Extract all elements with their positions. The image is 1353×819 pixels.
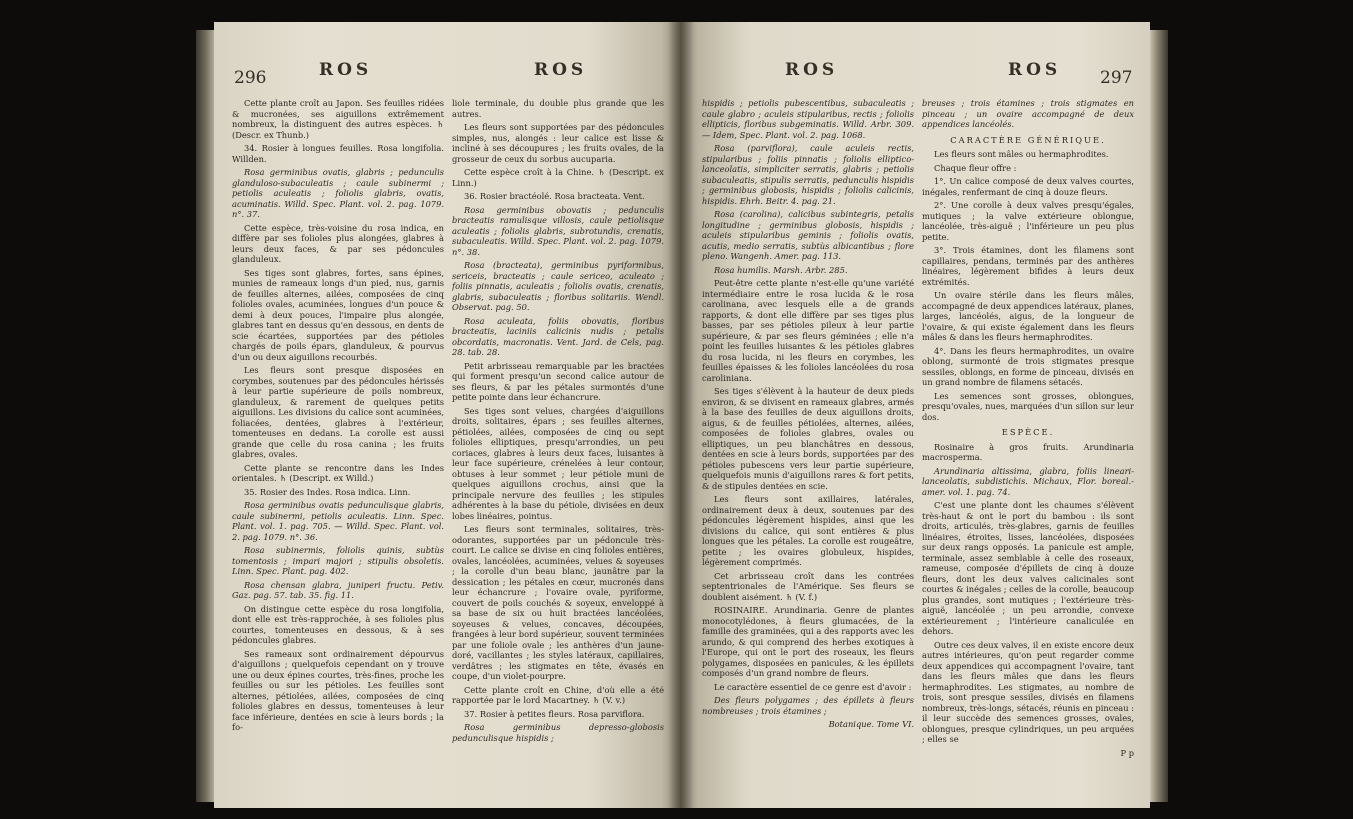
paragraph: Les fleurs sont mâles ou hermaphrodites. bbox=[934, 149, 1109, 159]
paragraph: Cette espèce croît à la Chine. ♄ (Descript. ex Linn.) bbox=[452, 167, 664, 188]
genus-heading: ROSINAIRE. Arundinaria. Genre de plantes monocotylédones, à fleurs glumacées, de la famille des graminées, qui a des rapports avec les arundo, & qui comprend des herbes exotiques à l'Europe, qui ont le port des roseaux, les fleurs polygames, disposées en panicules, & les épillets composés d'un grand nombre de fleurs. bbox=[702, 605, 914, 678]
paragraph: Ses tiges sont velues, chargées d'aiguillons droits, solitaires, épars ; ses feuilles alternes, pétiolées, ailées, composées de cinq ou sept folioles elliptiques, presqu'arrondies, un peu coriaces, glabres à leurs deux faces, luisantes à leur face supérieure, crénelées à leur contour, obtuses à leur sommet ; leur pétiole muni de quelques aiguillons crochus, ainsi que la principale nervure des feuilles ; les stipules adhérentes à la base du pétiole, divisées en deux lobes linéaires, pointus. bbox=[452, 405, 664, 521]
section-heading: CARACTÈRE GÉNÉRIQUE. bbox=[950, 134, 1106, 145]
latin-description: Arundinaria altissima, glabra, foliis lineari-lanceolatis, subdistichis. Michaux, Flor. boreal.-amer. vol. 1. pag. 74. bbox=[922, 465, 1134, 497]
paragraph: Des fleurs polygames ; des épillets à fleurs nombreuses ; trois étamines ; bbox=[702, 695, 914, 716]
paragraph: breuses ; trois étamines ; trois stigmates en pinceau ; un ovaire accompagné de deux appendices lancéolés. bbox=[922, 98, 1134, 129]
latin-description: Rosa germinibus ovatis, glabris ; pedunculis glanduloso-subaculeatis ; caule subinermi ; petiolis aculeatis ; foliolis glabris, ovatis, acuminatis. Willd. Spec. Plant. vol. 2. pag. 1079. n°. 37. bbox=[232, 167, 444, 219]
signature-mark: P p bbox=[1120, 747, 1134, 758]
left-running-head-2: ROS bbox=[534, 60, 588, 80]
paragraph: 4°. Dans les fleurs hermaphrodites, un ovaire oblong, surmonté de trois stigmates presque sessiles, oblongs, en forme de pinceau, divisés en un grand nombre de filamens sétacés. bbox=[922, 345, 1134, 387]
paragraph: On distingue cette espèce du rosa longifolia, dont elle est très-rapprochée, à ses folioles plus courtes, tomenteuses en dessous, & à ses pédoncules glabres. bbox=[232, 603, 444, 645]
paragraph: Un ovaire stérile dans les fleurs mâles, accompagné de deux appendices latéraux, planes, larges, lancéolés, aigus, de la longueur de l'ovaire, & qui existe également dans les fleurs mâles & dans les fleurs hermaphrodites. bbox=[922, 290, 1134, 342]
paragraph: Cet arbrisseau croît dans les contrées septentrionales de l'Amérique. Ses fleurs se doublent aisément. ♄ (V. f.) bbox=[702, 570, 914, 602]
paragraph: liole terminale, du double plus grande que les autres. bbox=[452, 98, 664, 119]
paragraph: 3°. Trois étamines, dont les filamens sont capillaires, pendans, terminés par des anthères linéaires, légèrement bifides à leurs deux extrémités. bbox=[922, 245, 1134, 287]
right-running-head-1: ROS bbox=[785, 60, 839, 80]
left-page-edge bbox=[196, 30, 214, 802]
right-column-2 bbox=[922, 98, 1134, 808]
paragraph: Cette plante croît au Japon. Ses feuilles ridées & mucronées, ses aiguillons extrêmement nombreux, la distinguent des autres espèces. ♄ (Descr. ex Thunb.) bbox=[232, 98, 444, 140]
right-page bbox=[680, 22, 1150, 808]
latin-description: Rosa subinermis, foliolis quinis, subtùs tomentosis ; impari majori ; stipulis obsoletis. Linn. Spec. Plant. pag. 402. bbox=[232, 545, 444, 576]
latin-description: Rosa aculeata, foliis obovatis, floribus bracteatis, laciniis calicinis nudis ; petalis obcordatis, macronatis. Vent. Jard. de Cels, pag. 28. tab. 28. bbox=[452, 315, 664, 357]
latin-description: Rosa germinibus depresso-globosis pedunculisque hispidis ; bbox=[452, 722, 664, 743]
paragraph: Cette espèce, très-voisine du rosa indica, en diffère par ses folioles plus alongées, glabres à leurs deux faces, & par ses pédoncules glanduleux. bbox=[232, 222, 444, 264]
paragraph: Ses tiges s'élèvent à la hauteur de deux pieds environ, & se divisent en rameaux glabres, armés à la base des feuilles de deux aiguillons droits, aigus, & de feuilles pétiolées, alternes, ailées, composées de folioles glabres, ovales ou elliptiques, un peu blanchâtres en dessous, dentées en scie à leurs bords, supportées par des pétioles pubescens vers leur partie supérieure, quelquefois munis d'aiguillons rares & fort petits, & de stipules dentées en scie. bbox=[702, 386, 914, 491]
latin-description: Rosa (parviflora), caule aculeis rectis, stipularibus ; foliis pinnatis ; foliolis elliptico-lanceolatis, simpliciter serratis, glabris ; petiolis subaculeatis, stipulis serratis, pedunculis hispidis ; germinibus globosis, hispidis ; foliolis calicinis, hispidis. Ehrh. Beitr. 4. pag. 21. bbox=[702, 143, 914, 206]
paragraph: Les fleurs sont terminales, solitaires, très-odorantes, supportées par un pédoncule très-court. Le calice se divise en cinq folioles entières, ovales, lancéolées, acuminées, velues & soyeuses ; la corolle d'un beau blanc, jaunâtre par la dessication ; les pétales en cœur, mucronés dans leur échancrure ; l'ovaire ovale, pyriforme, couvert de poils couchés & soyeux, enveloppé à sa base de six ou huit bractées lancéolées, soyeuses & velues, concaves, découpées, frangées à leur bord supérieur, souvent terminées par une foliole ovale ; les anthères d'un jaune-doré, vacillantes ; les styles latéraux, capillaires, verdâtres ; les stigmates en tête, évasés en coupe, d'un violet-pourpre. bbox=[452, 524, 664, 681]
paragraph: Les fleurs sont supportées par des pédoncules simples, nus, alongés : leur calice est lisse & incliné à ses découpures ; les fruits ovales, de la grosseur de ceux du sorbus aucuparia. bbox=[452, 122, 664, 164]
paragraph: Le caractère essentiel de ce genre est d'avoir : bbox=[714, 681, 912, 692]
right-page-edge bbox=[1150, 30, 1168, 802]
paragraph: Petit arbrisseau remarquable par les bractées qui forment presqu'un second calice autour de ses fleurs, & par les pétales surmontés d'une petite pointe dans leur échancrure. bbox=[452, 360, 664, 402]
latin-description: Rosa germinibus ovatis pedunculisque glabris, caule subinermi, petiolis aculeatis. Linn. Spec. Plant. vol. 1. pag. 705. — Willd. Spec. Plant. vol. 2. pag. 1079. n°. 36. bbox=[232, 500, 444, 542]
paragraph: Ses rameaux sont ordinairement dépourvus d'aiguillons ; quelquefois cependant on y trouve une ou deux épines courtes, très-fines, proche les feuilles ou sur les pétioles. Les feuilles sont alternes, pétiolées, ailées, composées de cinq folioles glabres en dessus, tomenteuses à leur face inférieure, dentées en scie à leurs bords ; la fo- bbox=[232, 648, 444, 732]
paragraph: Peut-être cette plante n'est-elle qu'une variété intermédiaire entre le rosa lucida & le rosa carolinana, avec lesquels elle a de grands rapports, & dont elle diffère par ses tiges plus basses, par ses pétioles pileux à leur partie supérieure, & par ses fleurs géminées ; elle n'a point les feuilles luisantes & les pétioles glabres du rosa lucida, ni les fleurs en corymbes, les feuilles épaisses & les folioles lancéolées du rosa caroliniana. bbox=[702, 278, 914, 383]
paragraph: 2°. Une corolle à deux valves presqu'égales, mutiques ; la valve extérieure oblongue, lancéolée, très-aiguë ; l'inférieure un peu plus petite. bbox=[922, 200, 1134, 242]
paragraph: Les fleurs sont axillaires, latérales, ordinairement deux à deux, soutenues par des pédoncules légèrement hispides, ainsi que les divisions du calice, qui sont entières & plus longues que les pétales. La corolle est rougeâtre, petite ; les ovaires globuleux, hispides, légèrement comprimés. bbox=[702, 494, 914, 567]
left-column-2 bbox=[452, 98, 664, 808]
latin-description: hispidis ; petiolis pubescentibus, subaculeatis ; caule glabro ; aculeis stipularibus, rectis ; foliolis ellipticis, floribus subgeminatis. Willd. Arbr. 309. — Idem, Spec. Plant. vol. 2. pag. 1068. bbox=[702, 98, 914, 140]
paragraph: Cette plante se rencontre dans les Indes orientales. ♄ (Descript. ex Willd.) bbox=[232, 462, 444, 483]
latin-description: Rosa chensan glabra, juniperi fructu. Petiv. Gaz. pag. 57. tab. 35. fig. 11. bbox=[232, 579, 444, 600]
entry-heading: 36. Rosier bractéolé. Rosa bracteata. Vent. bbox=[464, 191, 645, 201]
paragraph: Chaque fleur offre : bbox=[934, 162, 1017, 173]
paragraph: C'est une plante dont les chaumes s'élèvent très-haut & ont le port du bambou : ils sont droits, articulés, très-glabres, garnis de feuilles linéaires, étroites, lisses, lancéolées, disposées sur deux rangs opposés. La panicule est ample, terminale, assez semblable à celle des roseaux, rameuse, composée d'épillets de cinq à douze fleurs, dont les deux valves calicinales sont courtes & inégales ; celles de la corolle, beaucoup plus grandes, sont mutiques ; l'extérieure très-aiguë, lancéolée ; un peu arrondie, convexe extérieurement ; l'intérieure canaliculée en dehors. bbox=[922, 500, 1134, 636]
left-page-number: 296 bbox=[234, 68, 267, 88]
signature-line: Botanique. Tome VI. bbox=[828, 719, 914, 729]
left-running-head-1: ROS bbox=[319, 60, 373, 80]
paragraph: Les semences sont grosses, oblongues, presqu'ovales, nues, marquées d'un sillon sur leur dos. bbox=[922, 390, 1134, 422]
paragraph: Outre ces deux valves, il en existe encore deux autres intérieures, qu'on peut regarder comme deux appendices qui accompagnent l'ovaire, tant dans les fleurs mâles que dans les fleurs hermaphrodites. Les stigmates, au nombre de trois, sont presque sessiles, divisés en filamens nombreux, très-longs, sétacés, réunis en pinceau : il leur succède des semences grosses, ovales, oblongues, presque cylindriques, un peu arquées ; elles se bbox=[922, 639, 1134, 744]
latin-description: Rosa (carolina), calicibus subintegris, petalis longitudine ; germinibus globosis, hispidis ; aculeis stipularibus geminis ; foliolis ovatis, acutis, medio serratis, subtùs albicantibus ; flore pleno. Wangenh. Amer. pag. 113. bbox=[702, 209, 914, 261]
paragraph: Les fleurs sont presque disposées en corymbes, soutenues par des pédoncules hérissés à leur partie supérieure de poils nombreux, glanduleux, & rarement de quelques petits aiguillons. Les divisions du calice sont acuminées, foliacées, dentées, glabres à l'extérieur, tomenteuses en dedans. La corolle est aussi grande que celle du rosa canina ; les fruits glabres, ovales. bbox=[232, 365, 444, 459]
latin-description: Rosa humilis. Marsh. Arbr. 285. bbox=[714, 264, 848, 275]
entry-heading: 34. Rosier à longues feuilles. Rosa longifolia. Willden. bbox=[232, 143, 444, 164]
right-column-1 bbox=[702, 98, 914, 808]
paragraph: Cette plante croît en Chine, d'où elle a été rapportée par le lord Macartney. ♄ (V. v.) bbox=[452, 684, 664, 705]
paragraph: Ses tiges sont glabres, fortes, sans épines, munies de rameaux longs d'un pied, nus, garnis de feuilles alternes, ailées, composées de cinq folioles ovales, acuminées, longues d'un pouce & demi à deux pouces, l'impaire plus alongée, glabres tant en dessus qu'en dessous, en dents de scie écartées, supportées par des pétioles chargés de poils épars, glanduleux, & pourvus d'un ou deux aiguillons recourbés. bbox=[232, 267, 444, 362]
left-column-1 bbox=[232, 98, 444, 808]
latin-description: Rosa (bracteata), germinibus pyriformibus, sericeis, bracteatis ; caule sericeo, aculeato ; foliis pinnatis, aculeatis ; foliolis ovatis, crenatis, glabris, subaculeatis ; floribus solitariis. Wendl. Observat. pag. 50. bbox=[452, 260, 664, 312]
entry-heading: 37. Rosier à petites fleurs. Rosa parviflora. bbox=[464, 708, 645, 719]
right-running-head-2: ROS bbox=[1008, 60, 1062, 80]
latin-description: Rosa germinibus obovatis ; pedunculis bracteatis ramulisque villosis, caule petiolisque aculeatis ; foliolis glabris, subrotundis, crenatis, subaculeatis. Willd. Spec. Plant. vol. 2. pag. 1079. n°. 38. bbox=[452, 204, 664, 257]
entry-heading: Rosinaire à gros fruits. Arundinaria macrosperma. bbox=[922, 441, 1134, 462]
entry-heading: 35. Rosier des Indes. Rosa indica. Linn. bbox=[244, 486, 411, 497]
left-page bbox=[214, 22, 680, 808]
book-gutter bbox=[668, 22, 694, 808]
right-page-number: 297 bbox=[1100, 68, 1133, 88]
paragraph: 1°. Un calice composé de deux valves courtes, inégales, renfermant de cinq à douze fleurs. bbox=[922, 176, 1134, 197]
section-heading: ESPÈCE. bbox=[1001, 427, 1055, 437]
